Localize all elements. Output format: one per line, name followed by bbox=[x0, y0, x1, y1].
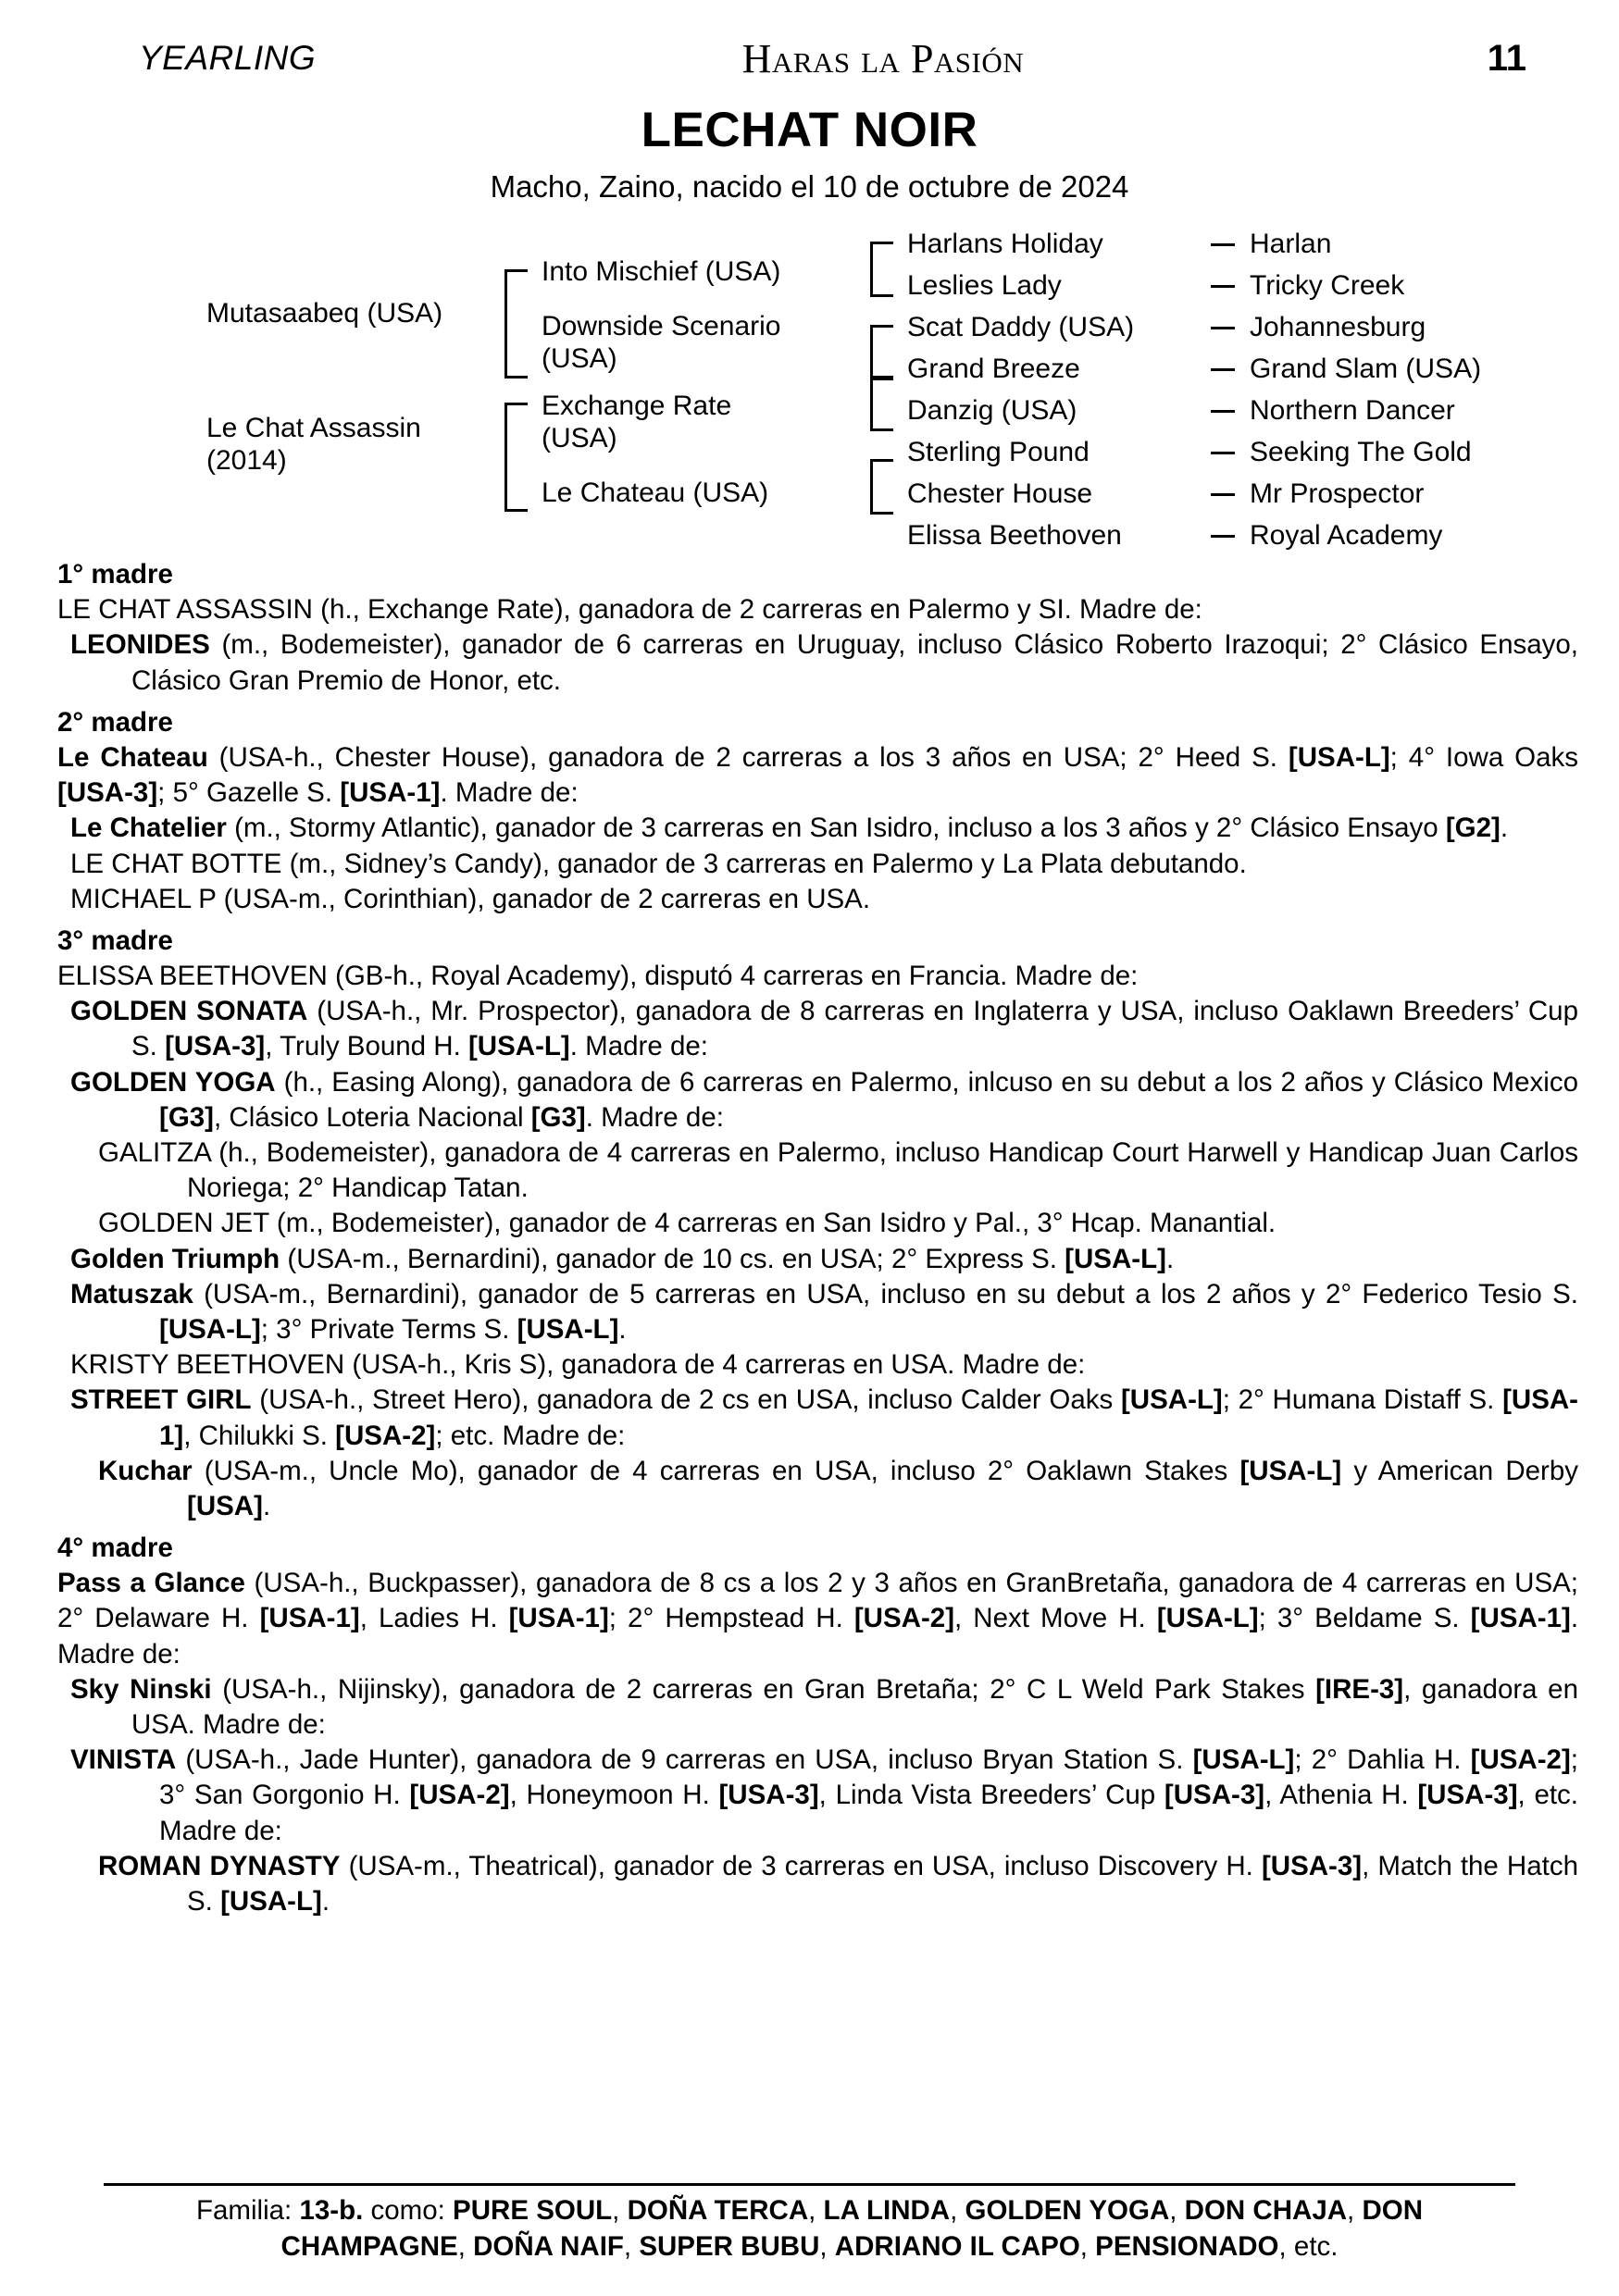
pedigree-sire-sire: Into Mischief (USA) bbox=[542, 256, 781, 287]
dash-g4-4 bbox=[1211, 368, 1235, 371]
pedigree-entry: ROMAN DYNASTY (USA-m., Theatrical), ganador de 3 carreras en USA, incluso Discovery H. [USA-3], Match the Hatch S. [USA-L]. bbox=[98, 1850, 1578, 1917]
pedigree-sire-dam-line2: (USA) bbox=[542, 343, 617, 374]
pedigree-g3-5: Danzig (USA) bbox=[907, 395, 1077, 426]
page-title: LECHAT NOIR bbox=[641, 103, 978, 157]
pedigree-g4-7: Mr Prospector bbox=[1250, 478, 1425, 509]
pedigree-dam-sire-line2: (USA) bbox=[542, 423, 617, 453]
pedigree-g3-1: Harlans Holiday bbox=[907, 229, 1103, 259]
pedigree-text-body bbox=[37, 557, 1582, 1919]
generation-heading: 3° madre bbox=[57, 925, 173, 956]
pedigree-sire: Mutasaabeq (USA) bbox=[206, 298, 443, 329]
pedigree-g3-3: Scat Daddy (USA) bbox=[907, 312, 1135, 342]
pedigree-entry: Matuszak (USA-m., Bernardini), ganador de 5 carreras en USA, incluso en su debut a los 2 años y 2° Federico Tesio S. [USA-L]; 3° Private Terms S. [USA-L]. bbox=[70, 1278, 1578, 1345]
pedigree-dam-sire: Exchange Rate bbox=[542, 391, 732, 421]
pedigree-g4-8: Royal Academy bbox=[1250, 520, 1443, 551]
page-subtitle: Macho, Zaino, nacido el 10 de octubre de 2024 bbox=[490, 169, 1129, 204]
dash-g4-7 bbox=[1211, 493, 1235, 496]
pedigree-entry: Golden Triumph (USA-m., Bernardini), ganador de 10 cs. en USA; 2° Express S. [USA-L]. bbox=[70, 1243, 1175, 1274]
pedigree-entry: GALITZA (h., Bodemeister), ganadora de 4 carreras en Palermo, incluso Handicap Court Harwell y Handicap Juan Carlos Noriega; 2° Handicap Tatan. bbox=[98, 1137, 1578, 1204]
pedigree-dam-dam: Le Chateau (USA) bbox=[542, 478, 769, 508]
dash-g4-1 bbox=[1211, 243, 1235, 246]
pedigree-entry: MICHAEL P (USA-m., Corinthian), ganador de 2 carreras en USA. bbox=[70, 883, 871, 914]
dash-g4-3 bbox=[1211, 327, 1235, 329]
pedigree-entry: Sky Ninski (USA-h., Nijinsky), ganadora de 2 carreras en Gran Bretaña; 2° C L Weld Park Stakes [IRE-3], ganadora en USA. Madre de: bbox=[70, 1673, 1578, 1740]
dash-g4-5 bbox=[1211, 410, 1235, 413]
dash-g4-6 bbox=[1211, 452, 1235, 454]
pedigree-g3-7: Chester House bbox=[907, 478, 1093, 509]
brace-g3-4 bbox=[870, 459, 893, 515]
pedigree-g3-2: Leslies Lady bbox=[907, 270, 1062, 301]
dash-g4-2 bbox=[1211, 285, 1235, 288]
pedigree-dam-year: (2014) bbox=[206, 445, 287, 476]
generation-heading: 2° madre bbox=[57, 706, 173, 738]
pedigree-entry: LE CHAT BOTTE (m., Sidney’s Candy), ganador de 3 carreras en Palermo y La Plata debutando. bbox=[70, 848, 1247, 879]
header-category: YEARLING bbox=[139, 39, 317, 77]
pedigree-entry: STREET GIRL (USA-h., Street Hero), ganadora de 2 cs en USA, incluso Calder Oaks [USA-L]; 2° Humana Distaff S. [USA-1], Chilukki S. [USA-2]; etc. Madre de: bbox=[70, 1384, 1579, 1451]
pedigree-entry: Pass a Glance (USA-h., Buckpasser), ganadora de 8 cs a los 2 y 3 años en GranBretaña, ganadora de 4 carreras en USA; 2° Delaware H. [USA-1], Ladies H. [USA-1]; 2° Hempstead H. [USA-2], Next Move H. [USA-L]; 3° Beldame S. [USA-1]. Madre de: bbox=[57, 1568, 1579, 1669]
pedigree-entry: Kuchar (USA-m., Uncle Mo), ganador de 4 carreras en USA, incluso 2° Oaklawn Stakes [USA-L] y American Derby [USA]. bbox=[98, 1455, 1579, 1521]
family-line: Familia: 13-b. como: PURE SOUL, DOÑA TERCA, LA LINDA, GOLDEN YOGA, DON CHAJA, DON CHAMPAGNE, DOÑA NAIF, SUPER BUBU, ADRIANO IL CAPO, PENSIONADO, etc. bbox=[195, 2195, 1423, 2262]
pedigree-g3-8: Elissa Beethoven bbox=[907, 520, 1122, 551]
pedigree-entry: VINISTA (USA-h., Jade Hunter), ganadora de 9 carreras en USA, incluso Bryan Station S. [USA-L]; 2° Dahlia H. [USA-2]; 3° San Gorgonio H. [USA-2], Honeymoon H. [USA-3], Linda Vista Breeders’ Cup [USA-3], Athenia H. [USA-3], etc. Madre de: bbox=[70, 1744, 1578, 1846]
pedigree-g4-2: Tricky Creek bbox=[1250, 270, 1405, 301]
pedigree-chart bbox=[37, 225, 1582, 553]
pedigree-g4-5: Northern Dancer bbox=[1250, 395, 1455, 426]
pedigree-entry: Le Chateau (USA-h., Chester House), ganadora de 2 carreras a los 3 años en USA; 2° Heed S. [USA-L]; 4° Iowa Oaks [USA-3]; 5° Gazelle S. [USA-1]. Madre de: bbox=[57, 741, 1578, 809]
brace-g3-1 bbox=[870, 242, 893, 297]
pedigree-entry: GOLDEN JET (m., Bodemeister), ganador de 4 carreras en San Isidro y Pal., 3° Hcap. Manantial. bbox=[98, 1208, 1277, 1239]
pedigree-g4-6: Seeking The Gold bbox=[1250, 437, 1472, 467]
pedigree-g4-3: Johannesburg bbox=[1250, 312, 1426, 342]
pedigree-sire-dam: Downside Scenario bbox=[542, 311, 781, 341]
pedigree-entry: GOLDEN SONATA (USA-h., Mr. Prospector), ganadora de 8 carreras en Inglaterra y USA, incluso Oaklawn Breeders’ Cup S. [USA-3], Truly Bound H. [USA-L]. Madre de: bbox=[70, 996, 1578, 1062]
dash-g4-8 bbox=[1211, 535, 1235, 538]
brace-sire bbox=[504, 269, 528, 379]
header-farm-name: Haras la Pasión bbox=[741, 35, 1025, 81]
brace-g3-2 bbox=[870, 325, 893, 380]
pedigree-entry: LEONIDES (m., Bodemeister), ganador de 6 carreras en Uruguay, incluso Clásico Roberto Irazoqui; 2° Clásico Ensayo, Clásico Gran Premio de Honor, etc. bbox=[70, 629, 1578, 696]
pedigree-g4-4: Grand Slam (USA) bbox=[1250, 354, 1482, 384]
pedigree-entry: LE CHAT ASSASSIN (h., Exchange Rate), ganadora de 2 carreras en Palermo y SI. Madre de: bbox=[57, 594, 1202, 626]
pedigree-g3-6: Sterling Pound bbox=[907, 437, 1090, 467]
brace-g3-3 bbox=[870, 376, 893, 431]
page-footer bbox=[37, 2183, 1582, 2265]
generation-heading: 4° madre bbox=[57, 1533, 173, 1564]
pedigree-g3-4: Grand Breeze bbox=[907, 354, 1080, 384]
header-lot-number: 11 bbox=[1487, 37, 1526, 79]
pedigree-entry: KRISTY BEETHOVEN (USA-h., Kris S), ganadora de 4 carreras en USA. Madre de: bbox=[70, 1349, 1086, 1381]
pedigree-entry: ELISSA BEETHOVEN (GB-h., Royal Academy), disputó 4 carreras en Francia. Madre de: bbox=[57, 961, 1139, 992]
brace-dam bbox=[504, 403, 528, 512]
page-header bbox=[37, 28, 1582, 89]
pedigree-entry: GOLDEN YOGA (h., Easing Along), ganadora de 6 carreras en Palermo, inlcuso en su debut a los 2 años y Clásico Mexico [G3], Clásico Loteria Nacional [G3]. Madre de: bbox=[70, 1066, 1578, 1133]
generation-heading: 1° madre bbox=[57, 559, 173, 590]
pedigree-entry: Le Chatelier (m., Stormy Atlantic), ganador de 3 carreras en San Isidro, incluso a los 3 años y 2° Clásico Ensayo [G2]. bbox=[70, 813, 1509, 844]
pedigree-dam: Le Chat Assassin bbox=[206, 413, 421, 443]
pedigree-g4-1: Harlan bbox=[1250, 229, 1332, 259]
